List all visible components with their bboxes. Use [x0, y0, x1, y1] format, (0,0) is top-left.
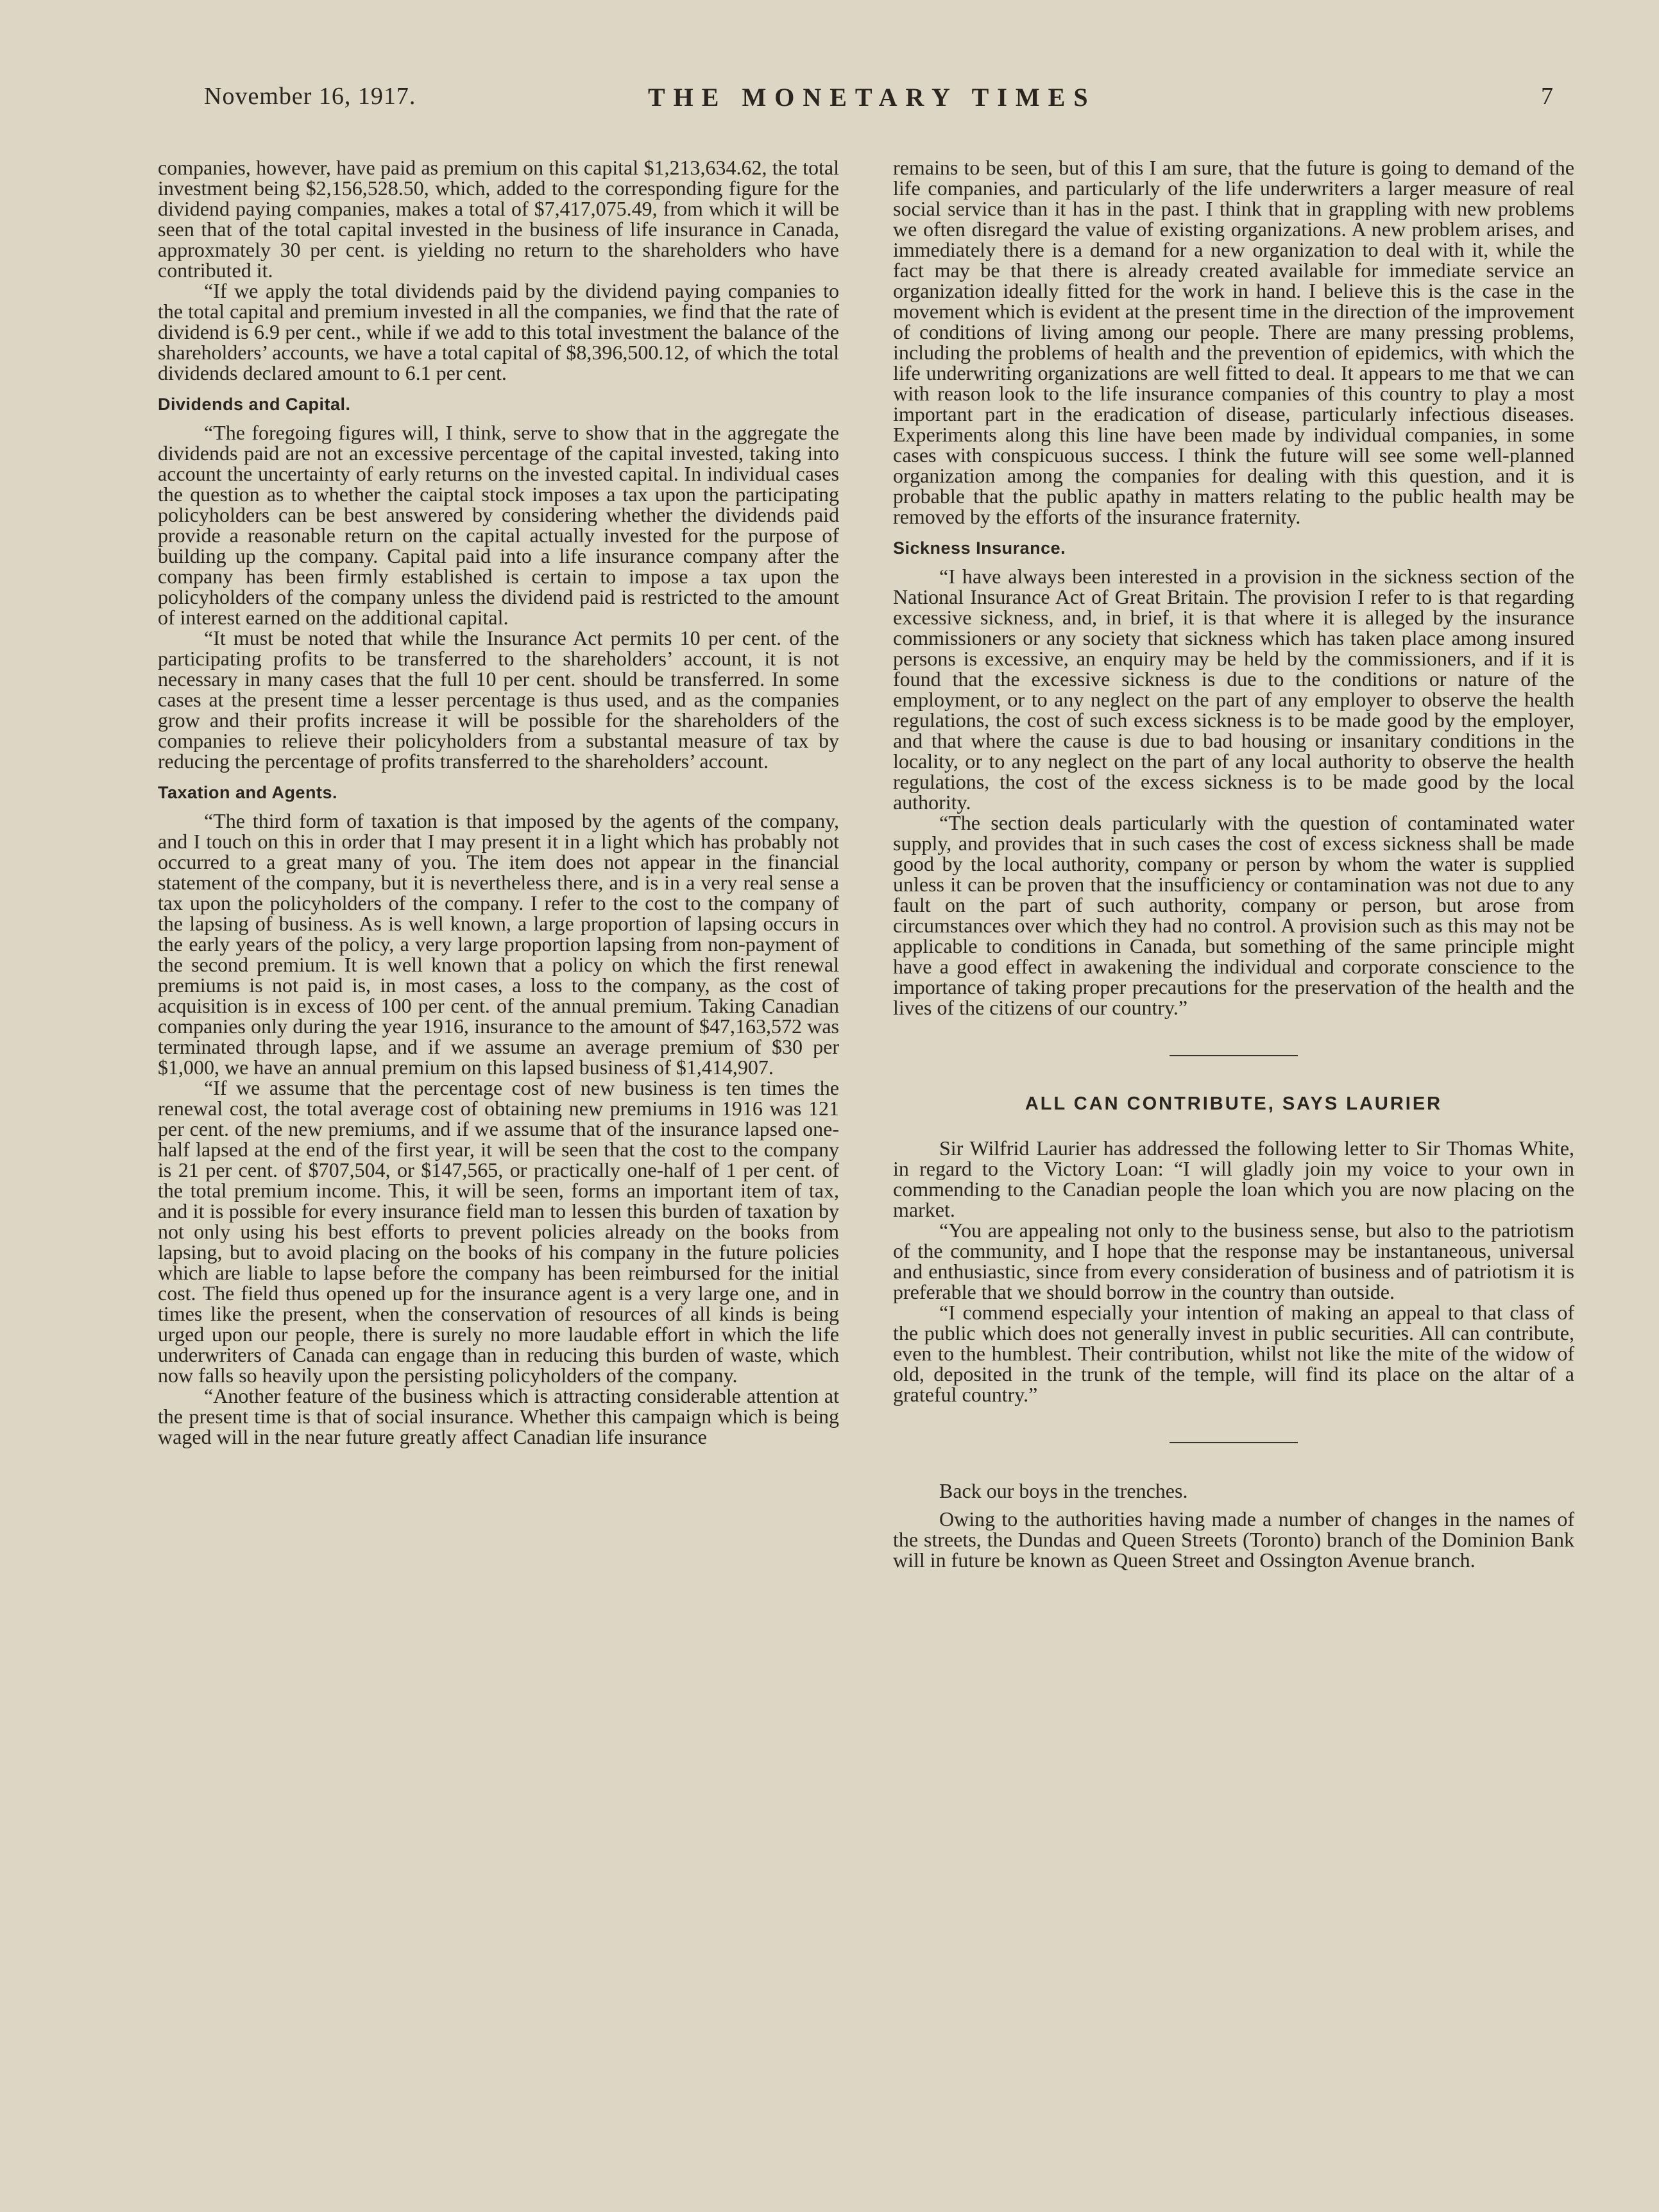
page-number: 7: [1541, 83, 1553, 110]
paragraph: remains to be seen, but of this I am sure, that the future is going to demand of the life companies, and particularly of the life underwriters a larger measure of real social service than it has in the past. I think that in grappling with new problems we often disregard the value of existing organizations. A new problem arises, and immediately there is a demand for a new organization to deal with it, while the fact may be that there is already created available for immediate service an organization ideally fitted for the work in hand. I believe this is the case in the movement which is evident at the present time in the direction of the improvement of conditions of living among our people. There are many pressing problems, including the problems of health and the prevention of epidemics, with which the life underwriting organizations are well fitted to deal. It appears to me that we can with reason look to the life insurance companies of this country to play a most important part in the eradication of disease, particularly infectious diseases. Experiments along this line have been made by individual companies, in some cases with conspicuous success. I think the future will see some well-planned organization among the companies for dealing with this question, and it is probable that the public apathy in matters relating to the public health may be removed by the efforts of the insurance fraternity.: [893, 156, 1574, 528]
paragraph: “I have always been interested in a provision in the sickness section of the National Insurance Act of Great Britain. The provision I refer to is that regarding excessive sickness, and, in brief, it is that where it is alleged by the insurance commissioners or any society that sickness which has taken place among insured persons is excessive, an enquiry may be held by the commissioners, and if it is found that the excessive sickness is due to the conditions or nature of the employment, or to any neglect on the part of any employer to observe the health regulations, the cost of such excess sickness is to be made good by the employer, and that where the cause is due to bad housing or insanitary conditions in the locality, or to any neglect on the part of any local authority to observe the health regulations, the cost of the excess sickness is to be made good by the local authority.: [893, 565, 1574, 814]
issue-date: November 16, 1917.: [204, 83, 416, 110]
paragraph: “I commend especially your intention of making an appeal to that class of the public which does not generally invest in public securities. All can contribute, even to the humblest. Their contribution, whilst not like the mite of the widow of old, deposited in the trunk of the temple, will find its place on the altar of a grateful country.”: [893, 1301, 1574, 1406]
publication-title: THE MONETARY TIMES: [648, 83, 1096, 112]
right-column: [893, 157, 1574, 1570]
paragraph: “If we assume that the percentage cost of new business is ten times the renewal cost, the total average cost of obtaining new premiums in 1916 was 121 per cent. of the new premiums, and if we assume that of the insurance lapsed one-half lapsed at the end of the first year, it will be seen that the cost to the company is 21 per cent. of $707,504, or $147,565, or practically one-half of 1 per cent. of the total premium income. This, it will be seen, forms an important item of tax, and it is possible for every insurance field man to lessen this burden of taxation by not only using his best efforts to prevent policies already on the books from lapsing, but to avoid placing on the books of his company in the future policies which are liable to lapse before the company has been reimbursed for the initial cost. The field thus opened up for the insurance agent is a very large one, and in times like the present, when the conservation of resources of all kinds is being urged upon our people, there is surely no more laudable effort in which the life underwriters of Canada can engage than in reducing this burden of waste, which now falls so heavily upon the persisting policyholders of the company.: [158, 1076, 839, 1387]
section-heading-sickness: Sickness Insurance.: [893, 538, 1066, 558]
paragraph: Owing to the authorities having made a number of changes in the names of the streets, the Dundas and Queen Streets (Toronto) branch of the Dominion Bank will in future be known as Queen Street and Ossington Avenue branch.: [893, 1507, 1574, 1572]
paragraph: “Another feature of the business which is attracting considerable attention at the present time is that of social insurance. Whether this campaign which is being waged will in the near future greatly affect Canadian life insurance: [158, 1384, 839, 1448]
page-header: [0, 82, 1659, 121]
left-column: [158, 157, 839, 1447]
paragraph: “You are appealing not only to the business sense, but also to the patriotism of the community, and I hope that the response may be instantaneous, universal and enthusiastic, since from every consideration of business and of patriotism it is preferable that we should borrow in the country than outside.: [893, 1219, 1574, 1303]
paragraph: Sir Wilfrid Laurier has addressed the following letter to Sir Thomas White, in regard to the Victory Loan: “I will gladly join my voice to your own in commending to the Canadian people the loan which you are now placing on the market.: [893, 1136, 1574, 1221]
divider: [1170, 1055, 1298, 1056]
paragraph: “The third form of taxation is that imposed by the agents of the company, and I touch on this in order that I may present it in a light which has probably not occurred to a great many of you. The item does not appear in the financial statement of the company, but it is nevertheless there, and is in a very real sense a tax upon the policyholders of the company. I refer to the cost to the company of the lapsing of business. As is well known, a large proportion of lapsing occurs in the early years of the policy, a very large proportion lapsing from non-payment of the second premium. It is well known that a policy on which the first renewal premiums is not paid is, in most cases, a loss to the company, as the cost of acquisition is in excess of 100 per cent. of the annual premium. Taking Canadian companies only during the year 1916, insurance to the amount of $47,163,572 was terminated through lapse, and if we assume an average premium of $30 per $1,000, we have an annual premium on this lapsed business of $1,414,907.: [158, 809, 839, 1079]
section-heading-taxation: Taxation and Agents.: [158, 783, 338, 802]
paragraph: “The foregoing figures will, I think, serve to show that in the aggregate the dividends paid are not an excessive percentage of the capital invested, taking into account the uncertainty of early returns on the invested capital. In individual cases the question as to whether the caiptal stock imposes a tax upon the participating policyholders can be best answered by considering whether the dividends paid provide a reasonable return on the capital actually invested for the purpose of building up the company. Capital paid into a life insurance company after the company has been firmly established is certain to impose a tax upon the policyholders of the company unless the dividend paid is restricted to the amount of interest earned on the additional capital.: [158, 421, 839, 629]
paragraph: “The section deals particularly with the question of contaminated water supply, and provides that in such cases the cost of excess sickness shall be made good by the local authority, company or person by whom the water is supplied unless it can be proven that the insufficiency or contamination was not due to any fault on the part of such authority, company or person, but arose from circumstances over which they had no control. A provision such as this may not be applicable to conditions in Canada, but something of the same principle might have a good effect in awakening the individual and corporate conscience to the importance of taking proper precautions for the preservation of the health and the lives of the citizens of our country.”: [893, 811, 1574, 1019]
section-heading-dividends: Dividends and Capital.: [158, 395, 351, 414]
paragraph: “It must be noted that while the Insurance Act permits 10 per cent. of the participating profits to be transferred to the shareholders’ account, it is not necessary in many cases that the full 10 per cent. should be transferred. In some cases at the present time a lesser percentage is thus used, and as the companies grow and their profits increase it will be possible for the shareholders of the companies to relieve their policyholders from a substantal measure of tax by reducing the percentage of profits transferred to the shareholders’ account.: [158, 626, 839, 773]
paragraph: “If we apply the total dividends paid by the dividend paying companies to the total capital and premium invested in all the companies, we find that the rate of dividend is 6.9 per cent., while if we add to this total investment the balance of the shareholders’ accounts, we have a total capital of $8,396,500.12, of which the total dividends declared amount to 6.1 per cent.: [158, 279, 839, 384]
divider: [1170, 1442, 1298, 1443]
article-title: ALL CAN CONTRIBUTE, SAYS LAURIER: [1025, 1093, 1443, 1114]
paragraph: companies, however, have paid as premium on this capital $1,213,634.62, the total investment being $2,156,528.50, which, added to the corresponding figure for the dividend paying companies, makes a total of $7,417,075.49, from which it will be seen that of the total capital invested in the business of life insurance in Canada, approxmately 30 per cent. is yielding no return to the shareholders who have contributed it.: [158, 156, 839, 282]
slogan: Back our boys in the trenches.: [939, 1479, 1188, 1502]
